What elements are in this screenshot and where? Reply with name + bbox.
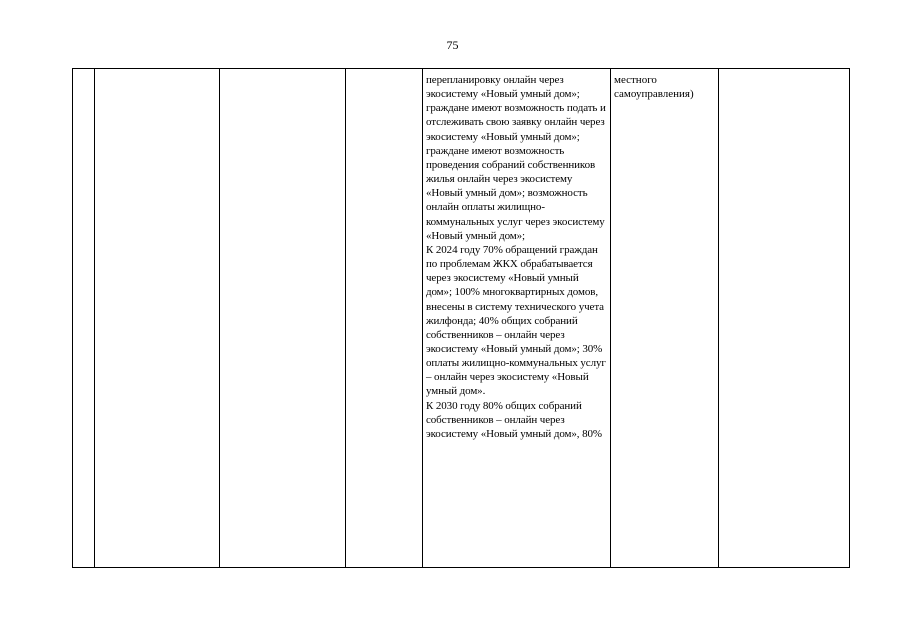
table-cell-4 (346, 69, 423, 568)
table-cell-responsible: местного самоуправления) (611, 69, 719, 568)
document-table (72, 68, 850, 568)
table-cell-description: перепланировку онлайн через экосистему «Новый умный дом»; граждане имеют возможность подать и отслеживать свою заявку онлайн через экосистему «Новый умный дом»; граждане имеют возможность проведения собраний собственников жилья онлайн через экосистему «Новый умный дом»; возможность онлайн оплаты жилищно-коммунальных услуг через экосистему «Новый умный дом»; К 2024 году 70% обращений граждан по проблемам ЖКХ обрабатывается через экосистему «Новый умный дом»; 100% многоквартирных домов, внесены в систему технического учета жилфонда; 40% общих собраний собственников – онлайн через экосистему «Новый умный дом»; 30% оплаты жилищно-коммунальных услуг – онлайн через экосистему «Новый умный дом». К 2030 году 80% общих собраний собственников – онлайн через экосистему «Новый умный дом», 80% (423, 69, 611, 568)
table-cell-index (73, 69, 95, 568)
table-row (73, 69, 850, 568)
table-cell-2 (95, 69, 220, 568)
table-cell-3 (220, 69, 346, 568)
table-cell-7 (719, 69, 850, 568)
page-number: 75 (446, 38, 459, 52)
